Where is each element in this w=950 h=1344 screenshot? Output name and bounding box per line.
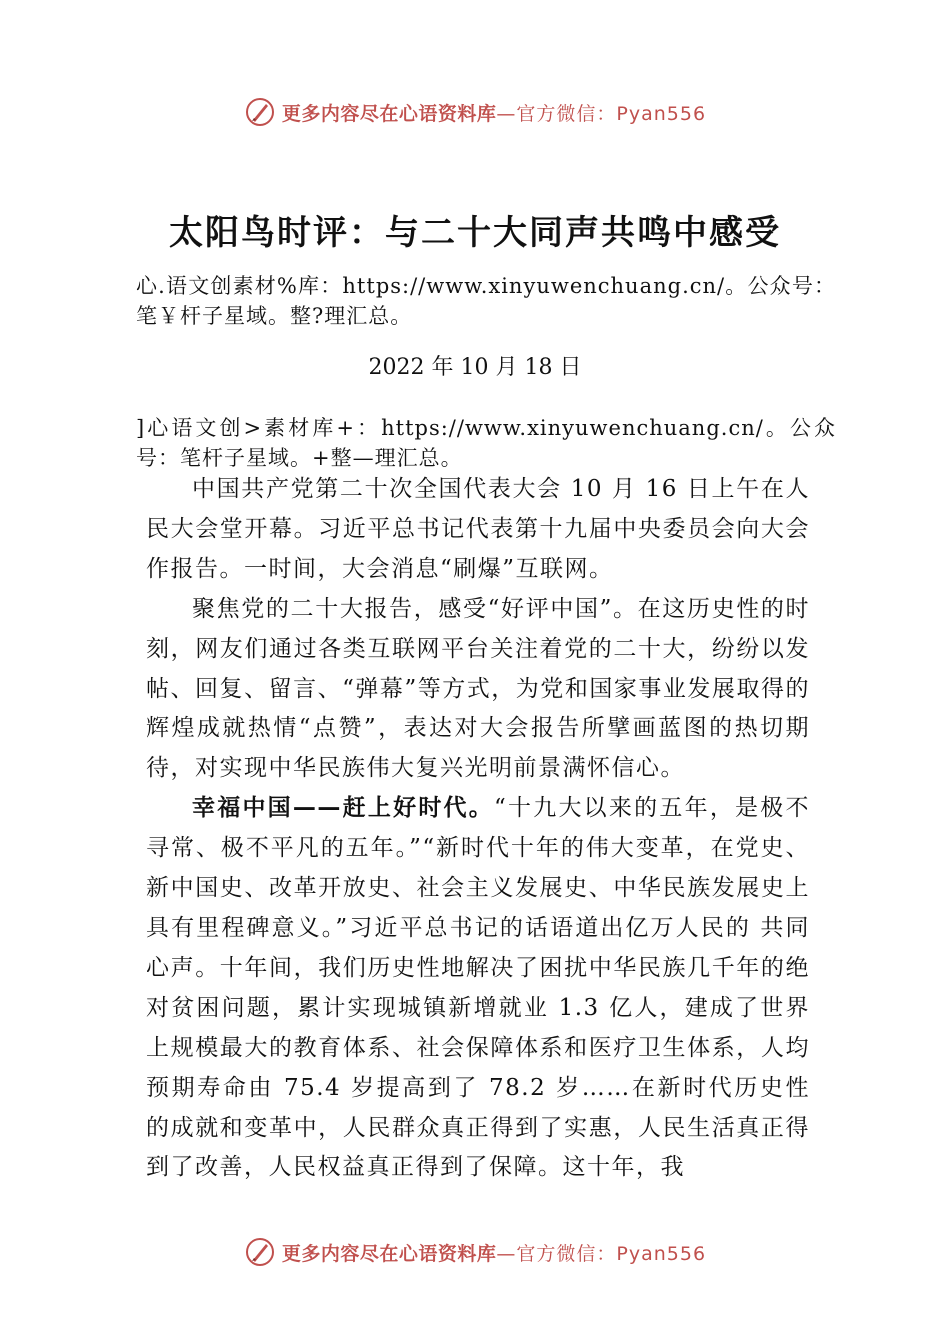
- banner-wechat: —官方微信：Pyan556: [496, 102, 707, 125]
- banner-wechat: —官方微信：Pyan556: [496, 1242, 707, 1265]
- paragraph: 中国共产党第二十次全国代表大会 10 月 16 日上午在人民大会堂开幕。习近平总书记代表第十九届中央委员会向大会作报告。一时间，大会消息“刷爆”互联网。: [146, 476, 810, 582]
- article-body: [146, 470, 810, 1188]
- banner-text: 更多内容尽在心语资料库: [281, 102, 497, 125]
- paragraph: 聚焦党的二十大报告，感受“好评中国”。在这历史性的时刻，网友们通过各类互联网平台关注着党的二十大，纷纷以发帖、回复、留言、“弹幕”等方式，为党和国家事业发展取得的辉煌成就热情“点赞”，表达对大会报告所擘画蓝图的热切期待，对实现中华民族伟大复兴光明前景满怀信心。: [146, 595, 810, 782]
- document-date: 2022 年 10 月 18 日: [368, 355, 582, 380]
- paragraph-lead: 幸福中国——赶上好时代。: [192, 795, 495, 822]
- footer-banner: [0, 1236, 950, 1268]
- banner-text: 更多内容尽在心语资料库: [281, 1242, 497, 1265]
- quill-logo-icon: [244, 96, 276, 128]
- paragraph-text: “十九大以来的五年，是极不寻常、极不平凡的五年。”“新时代十年的伟大变革，在党史、新中国史、改革开放史、社会主义发展史、中华民族发展史上具有里程碑意义。”习近平总书记的话语道出亿万人民的 共同心声。十年间，我们历史性地解决了困扰中华民族几千年的绝对贫困问题，累计实现城镇新增就业 1.3 亿人，建成了世界上规模最大的教育体系、社会保障体系和医疗卫生体系，人均预期寿命由 75.4 岁提高到了 78.2 岁……在新时代历史性的成就和变革中，人民群众真正得到了实惠，人民生活真正得到了改善，人民权益真正得到了保障。这十年，我: [146, 795, 811, 1181]
- paragraph: [146, 789, 810, 1188]
- document-title: 太阳鸟时评：与二十大同声共鸣中感受: [169, 213, 781, 253]
- header-banner: [0, 96, 950, 128]
- quill-logo-icon: [244, 1236, 276, 1268]
- source-note-secondary: ]心语文创>素材库+：https://www.xinyuwenchuang.cn/。公众号：笔杆子星域。+整—理汇总。: [136, 416, 836, 470]
- source-note: 心.语文创素材%库：https://www.xinyuwenchuang.cn/。公众号：笔￥杆子星域。整?理汇总。: [136, 274, 836, 328]
